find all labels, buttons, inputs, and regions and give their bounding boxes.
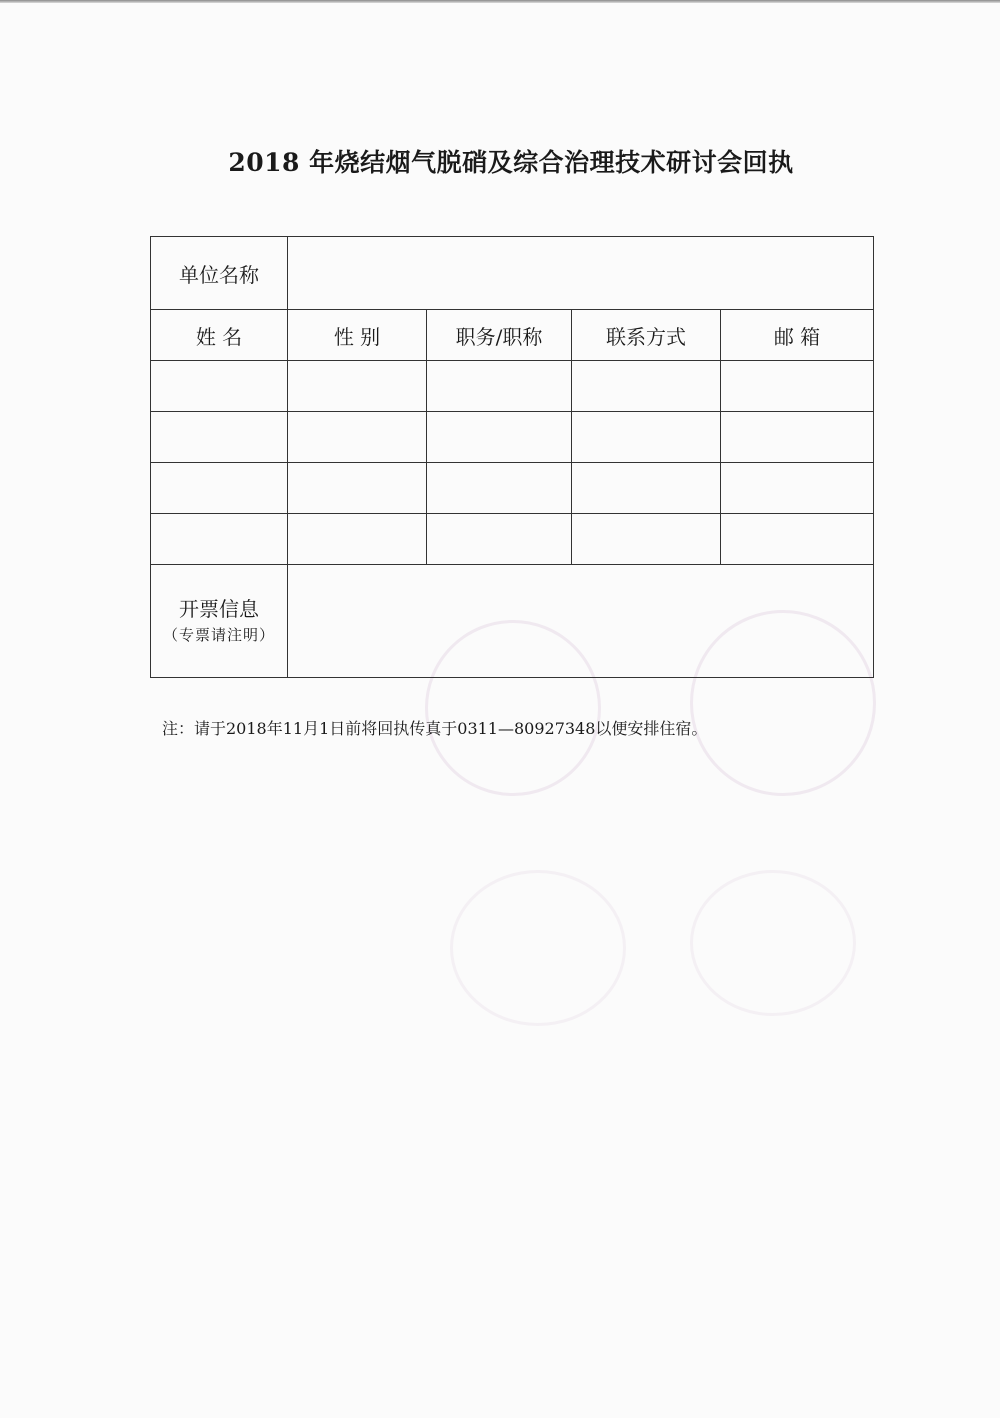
column-header-title: 职务/职称 [427, 310, 572, 361]
name-cell[interactable] [151, 514, 288, 565]
table-row [151, 361, 874, 412]
column-header-gender: 性 别 [288, 310, 427, 361]
name-cell[interactable] [151, 463, 288, 514]
table-row [151, 514, 874, 565]
gender-cell[interactable] [288, 361, 427, 412]
unit-row [151, 237, 874, 310]
gender-cell[interactable] [288, 514, 427, 565]
column-header-contact: 联系方式 [572, 310, 721, 361]
header-row [151, 310, 874, 361]
table-row [151, 463, 874, 514]
registration-form-table [150, 236, 874, 678]
invoice-label-cell [151, 565, 288, 678]
email-cell[interactable] [721, 463, 874, 514]
unit-name-field[interactable] [288, 237, 874, 310]
contact-cell[interactable] [572, 361, 721, 412]
scan-edge [0, 0, 1000, 3]
invoice-info-field[interactable] [288, 565, 874, 678]
column-header-email: 邮 箱 [721, 310, 874, 361]
email-cell[interactable] [721, 514, 874, 565]
title-cell[interactable] [427, 361, 572, 412]
column-header-name: 姓 名 [151, 310, 288, 361]
gender-cell[interactable] [288, 412, 427, 463]
page-title: 2018 年烧结烟气脱硝及综合治理技术研讨会回执 [228, 148, 794, 177]
title-cell[interactable] [427, 514, 572, 565]
name-cell[interactable] [151, 412, 288, 463]
footnote: 注：请于2018年11月1日前将回执传真于0311—80927348以便安排住宿。 [162, 719, 708, 738]
table-row [151, 412, 874, 463]
bleed-stamp [450, 870, 626, 1026]
contact-cell[interactable] [572, 514, 721, 565]
contact-cell[interactable] [572, 412, 721, 463]
invoice-row [151, 565, 874, 678]
invoice-label: 开票信息 [179, 597, 259, 621]
invoice-note: （专票请注明） [162, 626, 275, 644]
title-cell[interactable] [427, 412, 572, 463]
email-cell[interactable] [721, 412, 874, 463]
contact-cell[interactable] [572, 463, 721, 514]
name-cell[interactable] [151, 361, 288, 412]
gender-cell[interactable] [288, 463, 427, 514]
bleed-stamp [690, 870, 856, 1016]
unit-name-label: 单位名称 [151, 237, 288, 310]
email-cell[interactable] [721, 361, 874, 412]
title-cell[interactable] [427, 463, 572, 514]
